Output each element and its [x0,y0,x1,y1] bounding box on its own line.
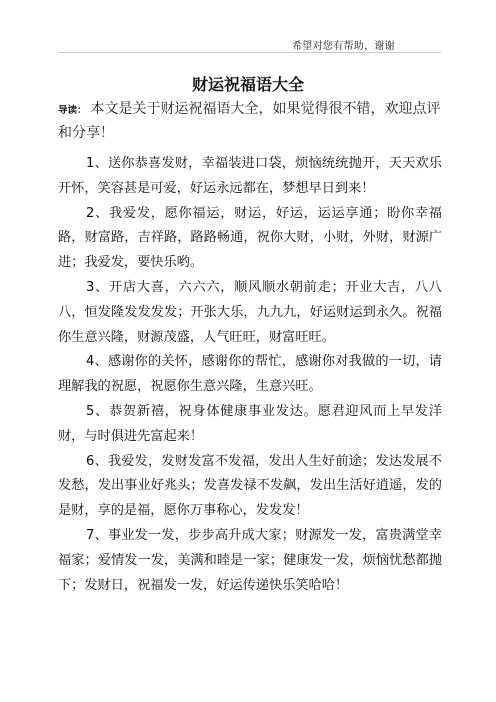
intro-text: 本文是关于财运祝福语大全，如果觉得很不错，欢迎点评和分享！ [58,101,441,141]
blessing-list [58,152,442,598]
list-item: 2、我爱发，愿你福运，财运，好运，运运享通；盼你幸福路，财富路，吉祥路，路路畅通，祝你大财，小财，外财，财源广进；我爱发，要快乐哟。 [58,205,442,271]
list-item: 7、事业发一发，步步高升成大家；财源发一发，富贵满堂幸福家；爱情发一发，美满和睦是一家；健康发一发，烦恼忧愁都抛下；发财日，祝福发一发，好运传递快乐笑哈哈！ [58,527,442,593]
page-title: 财运祝福语大全 [191,75,304,94]
list-item: 1、送你恭喜发财，幸福装进口袋，烦恼统统抛开，天天欢乐开怀，笑容甚是可爱，好运永远都在，梦想早日到来！ [58,156,442,196]
intro-label: 导读： [58,105,87,116]
list-item: 4、感谢你的关怀，感谢你的帮忙，感谢你对我做的一切，请理解我的祝愿，祝愿你生意兴隆，生意兴旺。 [58,354,442,395]
list-item: 3、开店大喜，六六六，顺风顺水朝前走；开业大吉，八八八，恒发隆发发发发；开张大乐，九九九，好运财运到永久。祝福你生意兴隆，财源茂盛，人气旺旺，财富旺旺。 [58,279,442,345]
list-item: 5、恭贺新禧，祝身体健康事业发达。愿君迎风而上早发洋财，与时俱进先富起来！ [58,403,442,444]
list-item: 6、我爱发，发财发富不发福，发出人生好前途；发达发展不发愁，发出事业好兆头；发喜发禄不发飙，发出生活好逍遥，发的是财，享的是福，愿你万事称心，发发发！ [58,453,442,519]
header-divider [58,52,441,53]
intro-paragraph [58,98,442,145]
header-note: 希望对您有帮助，谢谢 [292,41,395,52]
